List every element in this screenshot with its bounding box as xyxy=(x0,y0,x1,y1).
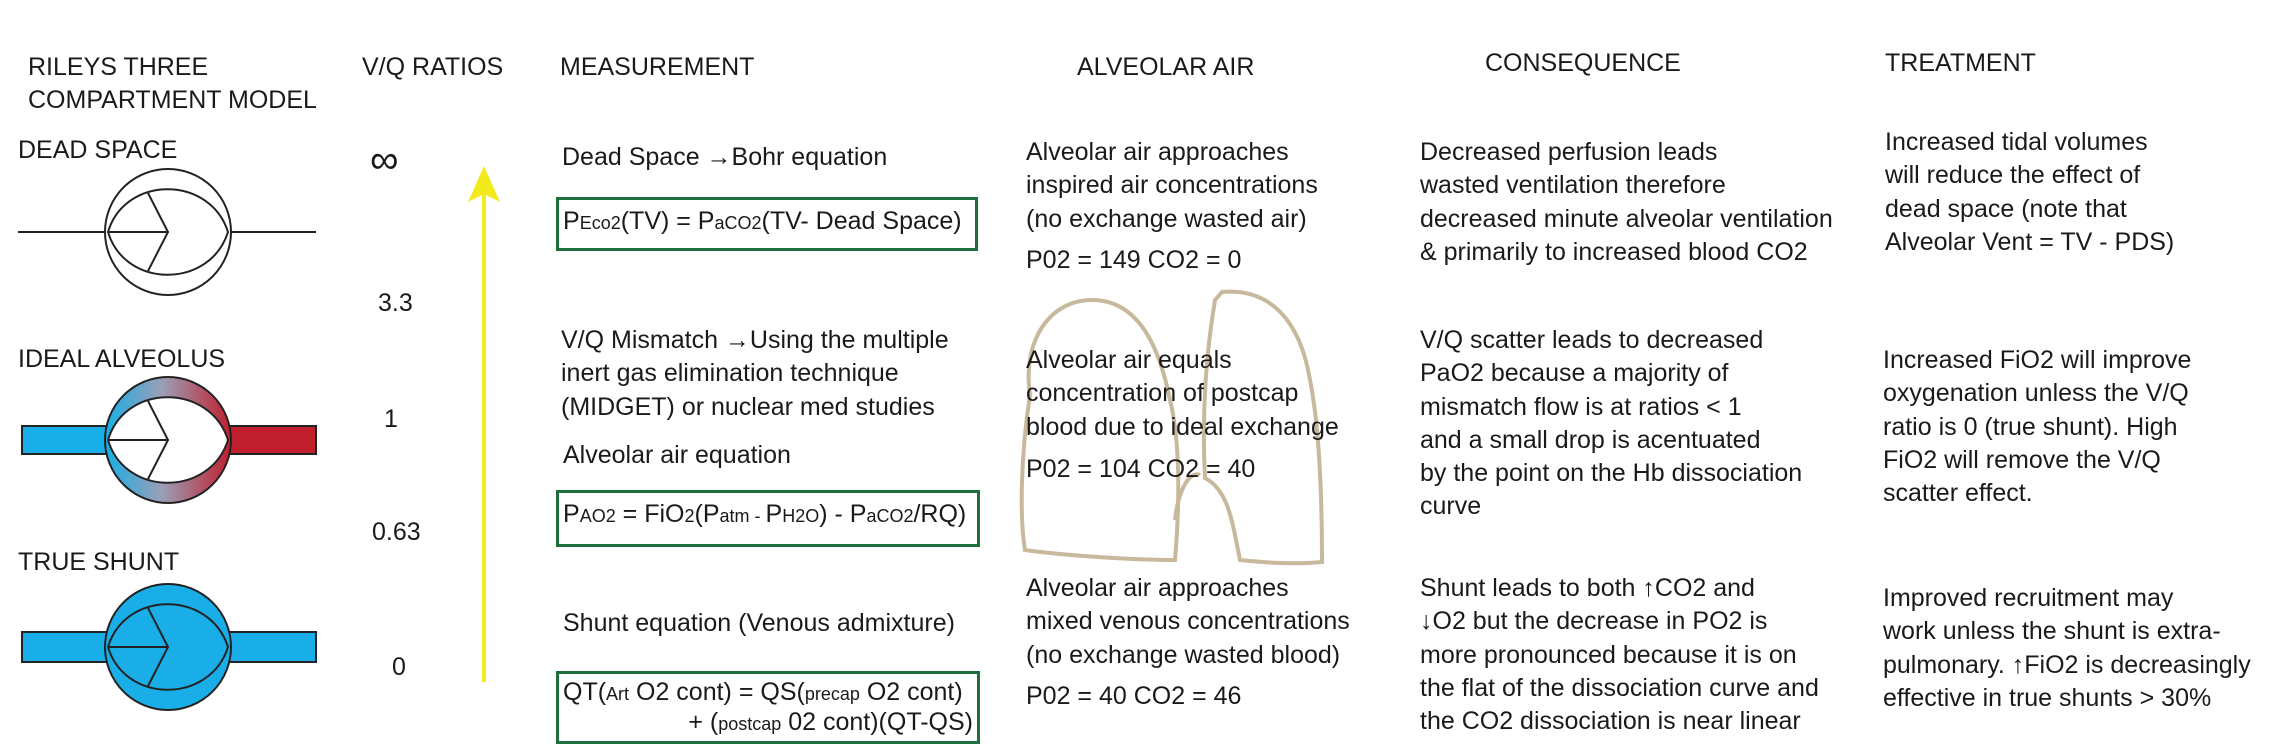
alveolar-equation-title: Alveolar air equation xyxy=(563,441,791,469)
vq-ratio-0: 0 xyxy=(392,653,406,681)
treatment-shunt: Improved recruitment may work unless the shunt is extra- pulmonary. ↑FiO2 is decreasingly effective in true shunts > 30% xyxy=(1883,584,2251,712)
consequence-ideal: V/Q scatter leads to decreased PaO2 because a majority of mismatch flow is at ratios < 1 and a small drop is acentuated by the point on the Hb dissociation curve xyxy=(1420,326,1803,521)
treatment-dead-space: Increased tidal volumes will reduce the effect of dead space (note that Alveolar Vent = TV - PDS) xyxy=(1885,128,2175,256)
vq-ratio-infinity: ∞ xyxy=(370,138,399,182)
alveolar-equation-box: PAO2 = FiO2(Patm - PH2O) - PaCO2/RQ) xyxy=(556,490,980,547)
shunt-equation-box xyxy=(556,671,980,744)
header-vq-ratios: V/Q RATIOS xyxy=(362,53,504,81)
dead-space-compartment xyxy=(18,169,316,295)
shunt-equation-line2: + (postcap 02 cont)(QT-QS) xyxy=(688,708,973,736)
dead-space-bohr-title: Dead Space →Bohr equation xyxy=(562,143,888,171)
shunt-capillary-right xyxy=(218,632,316,662)
label-true-shunt: TRUE SHUNT xyxy=(18,548,180,576)
alveolar-ideal-text: Alveolar air equals concentration of postcap blood due to ideal exchange xyxy=(1026,346,1339,441)
bohr-equation-box: PEco2(TV) = PaCO2(TV- Dead Space) xyxy=(556,197,978,251)
alveolar-dead-space-values: P02 = 149 CO2 = 0 xyxy=(1026,246,1242,274)
header-alveolar-air: ALVEOLAR AIR xyxy=(1077,53,1255,81)
vq-mismatch-text: V/Q Mismatch →Using the multiple inert gas elimination technique (MIDGET) or nuclear med studies xyxy=(561,326,949,421)
true-shunt-compartment xyxy=(22,584,316,710)
ideal-alveolus-compartment xyxy=(22,377,316,503)
alveolar-dead-space-text: Alveolar air approaches inspired air concentrations (no exchange wasted air) xyxy=(1026,138,1318,233)
alveolar-shunt-text: Alveolar air approaches mixed venous concentrations (no exchange wasted blood) xyxy=(1026,574,1350,669)
header-treatment: TREATMENT xyxy=(1885,49,2036,77)
shunt-equation-line1: QT(Art O2 cont) = QS(precap O2 cont) xyxy=(563,678,963,706)
header-consequence: CONSEQUENCE xyxy=(1485,49,1681,77)
header-model-line2: COMPARTMENT MODEL xyxy=(28,86,317,114)
header-model-line1: RILEYS THREE xyxy=(28,53,209,81)
label-dead-space: DEAD SPACE xyxy=(18,136,178,164)
consequence-shunt: Shunt leads to both ↑CO2 and ↓O2 but the decrease in PO2 is more pronounced because it is on the flat of the dissociation curve and the CO2 dissociation is near linear xyxy=(1420,574,1819,735)
consequence-dead-space: Decreased perfusion leads wasted ventilation therefore decreased minute alveolar ventilation & primarily to increased blood CO2 xyxy=(1420,138,1833,266)
alveolar-shunt-values: P02 = 40 CO2 = 46 xyxy=(1026,682,1242,710)
vq-ratio-3-3: 3.3 xyxy=(378,289,413,317)
header-measurement: MEASUREMENT xyxy=(560,53,755,81)
shunt-capillary-left xyxy=(22,632,117,662)
alveolar-ideal-values: P02 = 104 CO2 = 40 xyxy=(1026,455,1256,483)
label-ideal-alveolus: IDEAL ALVEOLUS xyxy=(18,345,226,373)
vq-ratio-0-63: 0.63 xyxy=(372,518,421,546)
vq-ratio-1: 1 xyxy=(384,405,398,433)
treatment-ideal: Increased FiO2 will improve oxygenation unless the V/Q ratio is 0 (true shunt). High FiO2 will remove the V/Q scatter effect. xyxy=(1883,346,2192,507)
arterial-capillary xyxy=(218,426,316,454)
venous-capillary xyxy=(22,426,117,454)
shunt-equation-title: Shunt equation (Venous admixture) xyxy=(563,609,955,637)
vq-arrow xyxy=(468,166,500,682)
